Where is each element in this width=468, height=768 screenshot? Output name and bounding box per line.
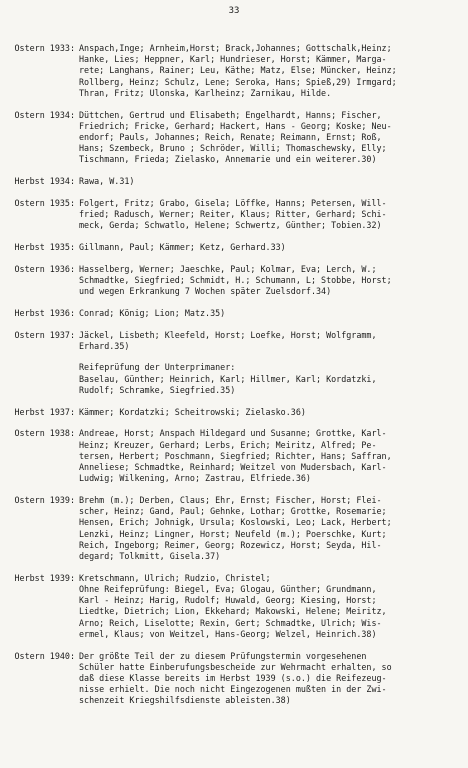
exam-term-entry bbox=[6, 43, 466, 99]
student-names bbox=[79, 198, 466, 232]
exam-term-label: Ostern 1938: bbox=[14, 428, 75, 439]
student-names bbox=[79, 573, 466, 640]
exam-term-entry bbox=[6, 428, 466, 484]
text-line: Folgert, Fritz; Grabo, Gisela; Löffke, Hanns; Petersen, Will- bbox=[79, 198, 387, 209]
student-names bbox=[79, 176, 466, 187]
text-line: Andreae, Horst; Anspach Hildegard und Susanne; Grottke, Karl- bbox=[79, 428, 387, 439]
text-line: Reich, Ingeborg; Reimer, Georg; Rozewicz, Horst; Seyda, Hil- bbox=[79, 539, 382, 550]
exam-term-entry bbox=[6, 651, 466, 707]
text-line: Hanke, Lies; Heppner, Karl; Hundrieser, Horst; Kämmer, Marga- bbox=[79, 54, 387, 65]
text-line: Brehm (m.); Derben, Claus; Ehr, Ernst; Fischer, Horst; Flei- bbox=[79, 495, 382, 506]
text-line: meck, Gerda; Schwatlo, Helene; Schwertz, Günther; Tobien.32) bbox=[79, 220, 382, 231]
text-line: ermel, Klaus; von Weitzel, Hans-Georg; Welzel, Heinrich.38) bbox=[79, 628, 377, 639]
student-names bbox=[79, 308, 466, 319]
text-line: Schmadtke, Siegfried; Schmidt, H.; Schumann, L; Stobbe, Horst; bbox=[79, 275, 392, 286]
student-names bbox=[79, 43, 466, 99]
exam-term-label: Ostern 1940: bbox=[14, 650, 75, 661]
text-line: Der größte Teil der zu diesem Prüfungstermin vorgesehenen bbox=[79, 650, 367, 661]
text-line: Anneliese; Schmadtke, Reinhard; Weitzel von Mudersbach, Karl- bbox=[79, 462, 387, 473]
text-line: Thran, Fritz; Ulonska, Karlheinz; Zarnikau, Hilde. bbox=[79, 87, 332, 98]
text-line: Schüler hatte Einberufungsbescheide zur Wehrmacht erhalten, so bbox=[79, 661, 392, 672]
text-line: Heinz; Kreuzer, Gerhard; Lerbs, Erich; Meiritz, Alfred; Pe- bbox=[79, 439, 377, 450]
text-line: Jäckel, Lisbeth; Kleefeld, Horst; Loefke, Horst; Wolfgramm, bbox=[79, 330, 377, 341]
text-line: scher, Heinz; Gand, Paul; Gehnke, Lothar; Grottke, Rosemarie; bbox=[79, 506, 387, 517]
student-names bbox=[79, 330, 466, 396]
graduation-list bbox=[6, 43, 466, 717]
text-line: Reifeprüfung der Unterprimaner: bbox=[79, 362, 236, 373]
text-line: Conrad; König; Lion; Matz.35) bbox=[79, 308, 226, 319]
text-line: degard; Tolkmitt, Gisela.37) bbox=[79, 551, 221, 562]
text-line: Kämmer; Kordatzki; Scheitrowski; Zielasko.36) bbox=[79, 406, 306, 417]
exam-term-entry bbox=[6, 407, 466, 418]
exam-term-entry bbox=[6, 176, 466, 187]
text-line: Rudolf; Schramke, Siegfried.35) bbox=[79, 384, 236, 395]
exam-term-entry bbox=[6, 264, 466, 298]
exam-term-label: Ostern 1937: bbox=[14, 330, 75, 341]
student-names bbox=[79, 110, 466, 166]
student-names bbox=[79, 495, 466, 562]
student-names bbox=[79, 264, 466, 298]
exam-term-label: Ostern 1935: bbox=[14, 198, 75, 209]
student-names bbox=[79, 242, 466, 253]
exam-term-label: Ostern 1934: bbox=[14, 109, 75, 120]
text-line: Hensen, Erich; Johnigk, Ursula; Koslowski, Leo; Lack, Herbert; bbox=[79, 517, 392, 528]
page-number: 33 bbox=[228, 6, 240, 16]
student-names bbox=[79, 428, 466, 484]
text-line: Rawa, W.31) bbox=[79, 176, 135, 187]
exam-term-label: Herbst 1936: bbox=[14, 308, 75, 319]
exam-term-label: Herbst 1939: bbox=[14, 572, 75, 583]
text-line: schenzeit Kriegshilfsdienste ableisten.38) bbox=[79, 695, 291, 706]
exam-term-entry bbox=[6, 573, 466, 640]
text-line: und wegen Erkrankung 7 Wochen später Zuelsdorf.34) bbox=[79, 286, 332, 297]
exam-term-label: Herbst 1934: bbox=[14, 176, 75, 187]
text-line: Erhard.35) bbox=[79, 341, 130, 352]
exam-term-entry bbox=[6, 242, 466, 253]
text-line: daß diese Klasse bereits im Herbst 1939 (s.o.) die Reifezeug- bbox=[79, 673, 387, 684]
exam-term-label: Ostern 1936: bbox=[14, 264, 75, 275]
text-line: Arno; Reich, Liselotte; Rexin, Gert; Schmadtke, Ulrich; Wis- bbox=[79, 617, 382, 628]
text-line: Hans; Szembeck, Bruno ; Schröder, Willi; Thomaschewsky, Elly; bbox=[79, 143, 387, 154]
text-line: Hasselberg, Werner; Jaeschke, Paul; Kolmar, Eva; Lerch, W.; bbox=[79, 264, 377, 275]
exam-term-label: Herbst 1935: bbox=[14, 242, 75, 253]
student-names bbox=[79, 407, 466, 418]
exam-term-label: Ostern 1939: bbox=[14, 495, 75, 506]
exam-term-entry bbox=[6, 198, 466, 232]
exam-term-entry bbox=[6, 308, 466, 319]
text-line: Rollberg, Heinz; Schulz, Lene; Seroka, Hans; Spieß,29) Irmgard; bbox=[79, 76, 397, 87]
subsection bbox=[79, 362, 466, 396]
text-line: Ohne Reifeprüfung: Biegel, Eva; Glogau, Günther; Grundmann, bbox=[79, 584, 377, 595]
text-line: rete; Langhans, Rainer; Leu, Käthe; Matz, Else; Müncker, Heinz; bbox=[79, 65, 397, 76]
text-line: Kretschmann, Ulrich; Rudzio, Christel; bbox=[79, 572, 271, 583]
text-line: Tischmann, Frieda; Zielasko, Annemarie und ein weiterer.30) bbox=[79, 154, 377, 165]
text-line: endorf; Pauls, Johannes; Reich, Renate; Reimann, Ernst; Roß, bbox=[79, 132, 382, 143]
text-line: Karl - Heinz; Harig, Rudolf; Huwald, Georg; Kiesing, Horst; bbox=[79, 595, 377, 606]
text-line: fried; Radusch, Werner; Reiter, Klaus; Ritter, Gerhard; Schi- bbox=[79, 209, 387, 220]
exam-term-entry bbox=[6, 330, 466, 396]
text-line: Ludwig; Wilkening, Arno; Zastrau, Elfriede.36) bbox=[79, 473, 311, 484]
student-names bbox=[79, 651, 466, 707]
text-line: Düttchen, Gertrud und Elisabeth; Engelhardt, Hanns; Fischer, bbox=[79, 109, 382, 120]
text-line: Gillmann, Paul; Kämmer; Ketz, Gerhard.33) bbox=[79, 242, 286, 253]
text-line: Friedrich; Fricke, Gerhard; Hackert, Hans - Georg; Koske; Neu- bbox=[79, 120, 392, 131]
text-line: nisse erhielt. Die noch nicht Eingezogenen mußten in der Zwi- bbox=[79, 684, 387, 695]
text-line: Baselau, Günther; Heinrich, Karl; Hillmer, Karl; Kordatzki, bbox=[79, 373, 377, 384]
exam-term-entry bbox=[6, 495, 466, 562]
text-line: tersen, Herbert; Poschmann, Siegfried; Richter, Hans; Saffran, bbox=[79, 450, 392, 461]
text-line: Liedtke, Dietrich; Lion, Ekkehard; Makowski, Helene; Meiritz, bbox=[79, 606, 387, 617]
exam-term-label: Herbst 1937: bbox=[14, 406, 75, 417]
text-line: Lenzki, Heinz; Lingner, Horst; Neufeld (m.); Poerschke, Kurt; bbox=[79, 528, 387, 539]
text-line: Anspach,Inge; Arnheim,Horst; Brack,Johannes; Gottschalk,Heinz; bbox=[79, 43, 392, 53]
exam-term-label: Ostern 1933: bbox=[14, 43, 75, 53]
exam-term-entry bbox=[6, 110, 466, 166]
